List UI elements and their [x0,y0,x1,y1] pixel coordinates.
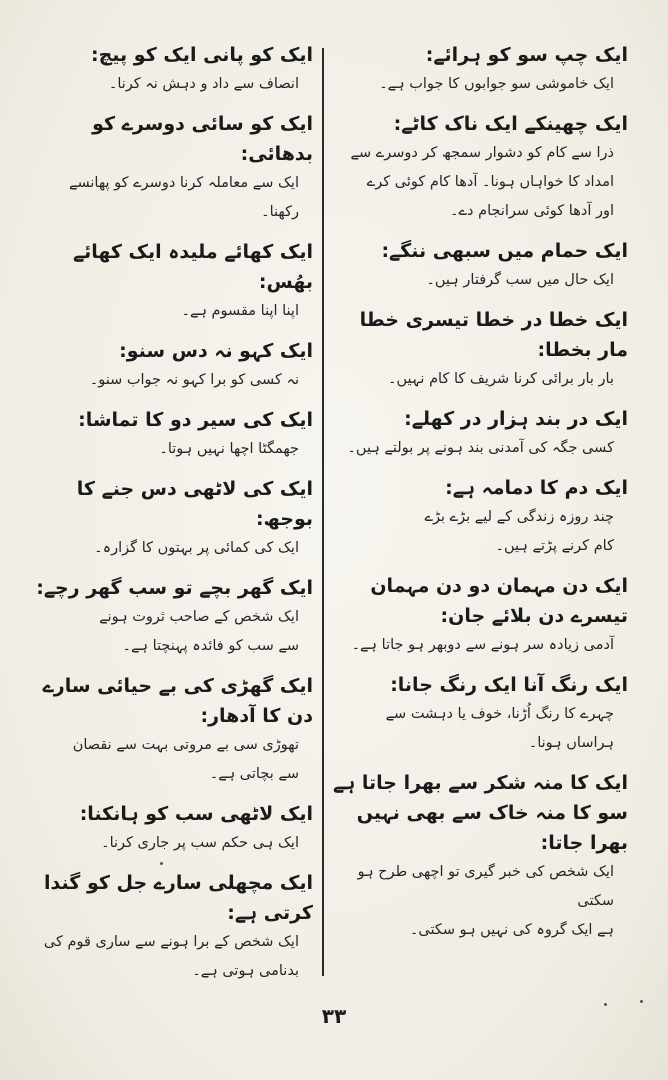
idiom-heading: ایک کہو نہ دس سنو: [119,340,313,362]
idiom-definition-line: ایک حال میں سب گرفتار ہیں۔ [426,272,614,288]
idiom-definition-line: آدمی زیادہ سر ہونے سے دوبھر ہو جاتا ہے۔ [351,637,614,653]
idiom-definition-line: ہے ایک گروہ کی نہیں ہو سکتی۔ [409,922,614,938]
idiom-heading: ایک کی لاٹھی دس جنے کا بوجھ: [76,478,313,530]
idiom-heading: ایک گھر بچے تو سب گھر رچے: [36,577,313,599]
idiom-entry [18,405,313,464]
idiom-entry [18,474,313,563]
idiom-definition-line: ایک ہی حکم سب پر جاری کرنا۔ [101,835,299,851]
idiom-definition-line: امداد کا خواہاں ہونا۔ آدھا کام کوئی کرے [366,174,614,190]
idiom-definition-line: بدنامی ہوتی ہے۔ [192,963,299,979]
idiom-definition-line: کسی جگہ کی آمدنی بند ہونے پر بولتے ہیں۔ [347,440,614,456]
idiom-entry [328,473,628,561]
idiom-entry [328,236,628,295]
ink-speck [160,862,163,865]
idiom-definition-line: سے سب کو فائدہ پہنچتا ہے۔ [122,638,299,654]
idiom-entry [328,768,628,945]
idiom-entry [18,40,313,99]
idiom-definition-line: چند روزہ زندگی کے لیے بڑے بڑے [424,509,614,525]
idiom-heading: ایک کو سائی دوسرے کو بدھائی: [92,113,313,165]
idiom-entry [328,670,628,758]
idiom-entry [328,109,628,226]
idiom-heading: ایک مچھلی سارے جل کو گندا کرتی ہے: [44,872,313,924]
idiom-definition-line: سے بچاتی ہے۔ [209,766,299,782]
idiom-entry [18,109,313,227]
idiom-heading: ایک چھینکے ایک ناک کاٹے: [393,113,628,135]
idiom-definition-line: اور آدھا کوئی سرانجام دے۔ [450,203,614,219]
idiom-heading: ایک لاٹھی سب کو ہانکنا: [79,803,313,825]
idiom-heading: ایک در بند ہزار در کھلے: [404,408,628,430]
idiom-definition-line: ایک شخص کے صاحب ثروت ہونے [99,609,299,625]
ink-speck [604,1003,607,1006]
idiom-definition-line: ایک کی کمائی پر بہتوں کا گزارہ۔ [94,540,299,556]
idiom-definition-line: کام کرنے پڑتے ہیں۔ [495,538,614,554]
idiom-definition-line: ہراساں ہونا۔ [528,735,614,751]
idiom-definition-line: جھمگٹا اچھا نہیں ہوتا۔ [159,441,299,457]
left-column [18,40,313,996]
idiom-entry [328,305,628,394]
page-number: ۳۳ [321,1004,347,1028]
idiom-heading: ایک گھڑی کی بے حیائی سارے دن کا آدھار: [42,675,313,727]
idiom-heading: ایک کا منہ شکر سے بھرا جاتا ہے سو کا منہ خاک سے بھی نہیں بھرا جاتا: [333,772,628,854]
idiom-definition-line: رکھنا۔ [261,204,299,220]
idiom-entry [328,40,628,99]
idiom-heading: ایک حمام میں سبھی ننگے: [381,240,628,262]
idiom-heading: ایک کو پانی ایک کو پیچ: [90,44,313,66]
idiom-entry [18,868,313,986]
idiom-heading: ایک دم کا دمامہ ہے: [445,477,628,499]
idiom-definition-line: ایک سے معاملہ کرنا دوسرے کو پھانسے [68,175,299,191]
idiom-heading: ایک دن مہمان دو دن مہمان تیسرے دن بلائے جان: [370,575,628,627]
idiom-definition-line: چہرے کا رنگ اُڑنا، خوف یا دہشت سے [385,706,614,722]
idiom-entry [18,573,313,661]
column-divider [322,48,324,976]
right-column [328,40,628,955]
idiom-heading: ایک رنگ آنا ایک رنگ جانا: [390,674,628,696]
idiom-entry [18,799,313,858]
idiom-definition-line: انصاف سے داد و دہش نہ کرنا۔ [108,76,299,92]
idiom-definition-line: ایک شخص کے برا ہونے سے ساری قوم کی [43,934,299,950]
idiom-heading: ایک کی سیر دو کا تماشا: [78,409,313,431]
idiom-definition-line: اپنا اپنا مقسوم ہے۔ [181,303,299,319]
idiom-entry [328,571,628,660]
idiom-definition-line: بار بار برائی کرنا شریف کا کام نہیں۔ [388,371,614,387]
ink-speck [640,1000,643,1003]
idiom-heading: ایک کھائے ملیدہ ایک کھائے بھُس: [72,241,313,293]
idiom-heading: ایک چپ سو کو ہرائے: [425,44,628,66]
idiom-definition-line: ایک شخص کی خبر گیری تو اچھی طرح ہو سکتی [357,864,614,909]
idiom-definition-line: ایک خاموشی سو جوابوں کا جواب ہے۔ [379,76,614,92]
idiom-entry [18,671,313,789]
idiom-definition-line: ذرا سے کام کو دشوار سمجھ کر دوسرے سے [350,145,614,161]
idiom-definition-line: تھوڑی سی بے مروتی بہت سے نقصان [72,737,299,753]
idiom-heading: ایک خطا در خطا تیسری خطا مار بخطا: [359,309,628,361]
idiom-definition-line: نہ کسی کو برا کہو نہ جواب سنو۔ [89,372,299,388]
idiom-entry [18,237,313,326]
idiom-entry [328,404,628,463]
idiom-entry [18,336,313,395]
